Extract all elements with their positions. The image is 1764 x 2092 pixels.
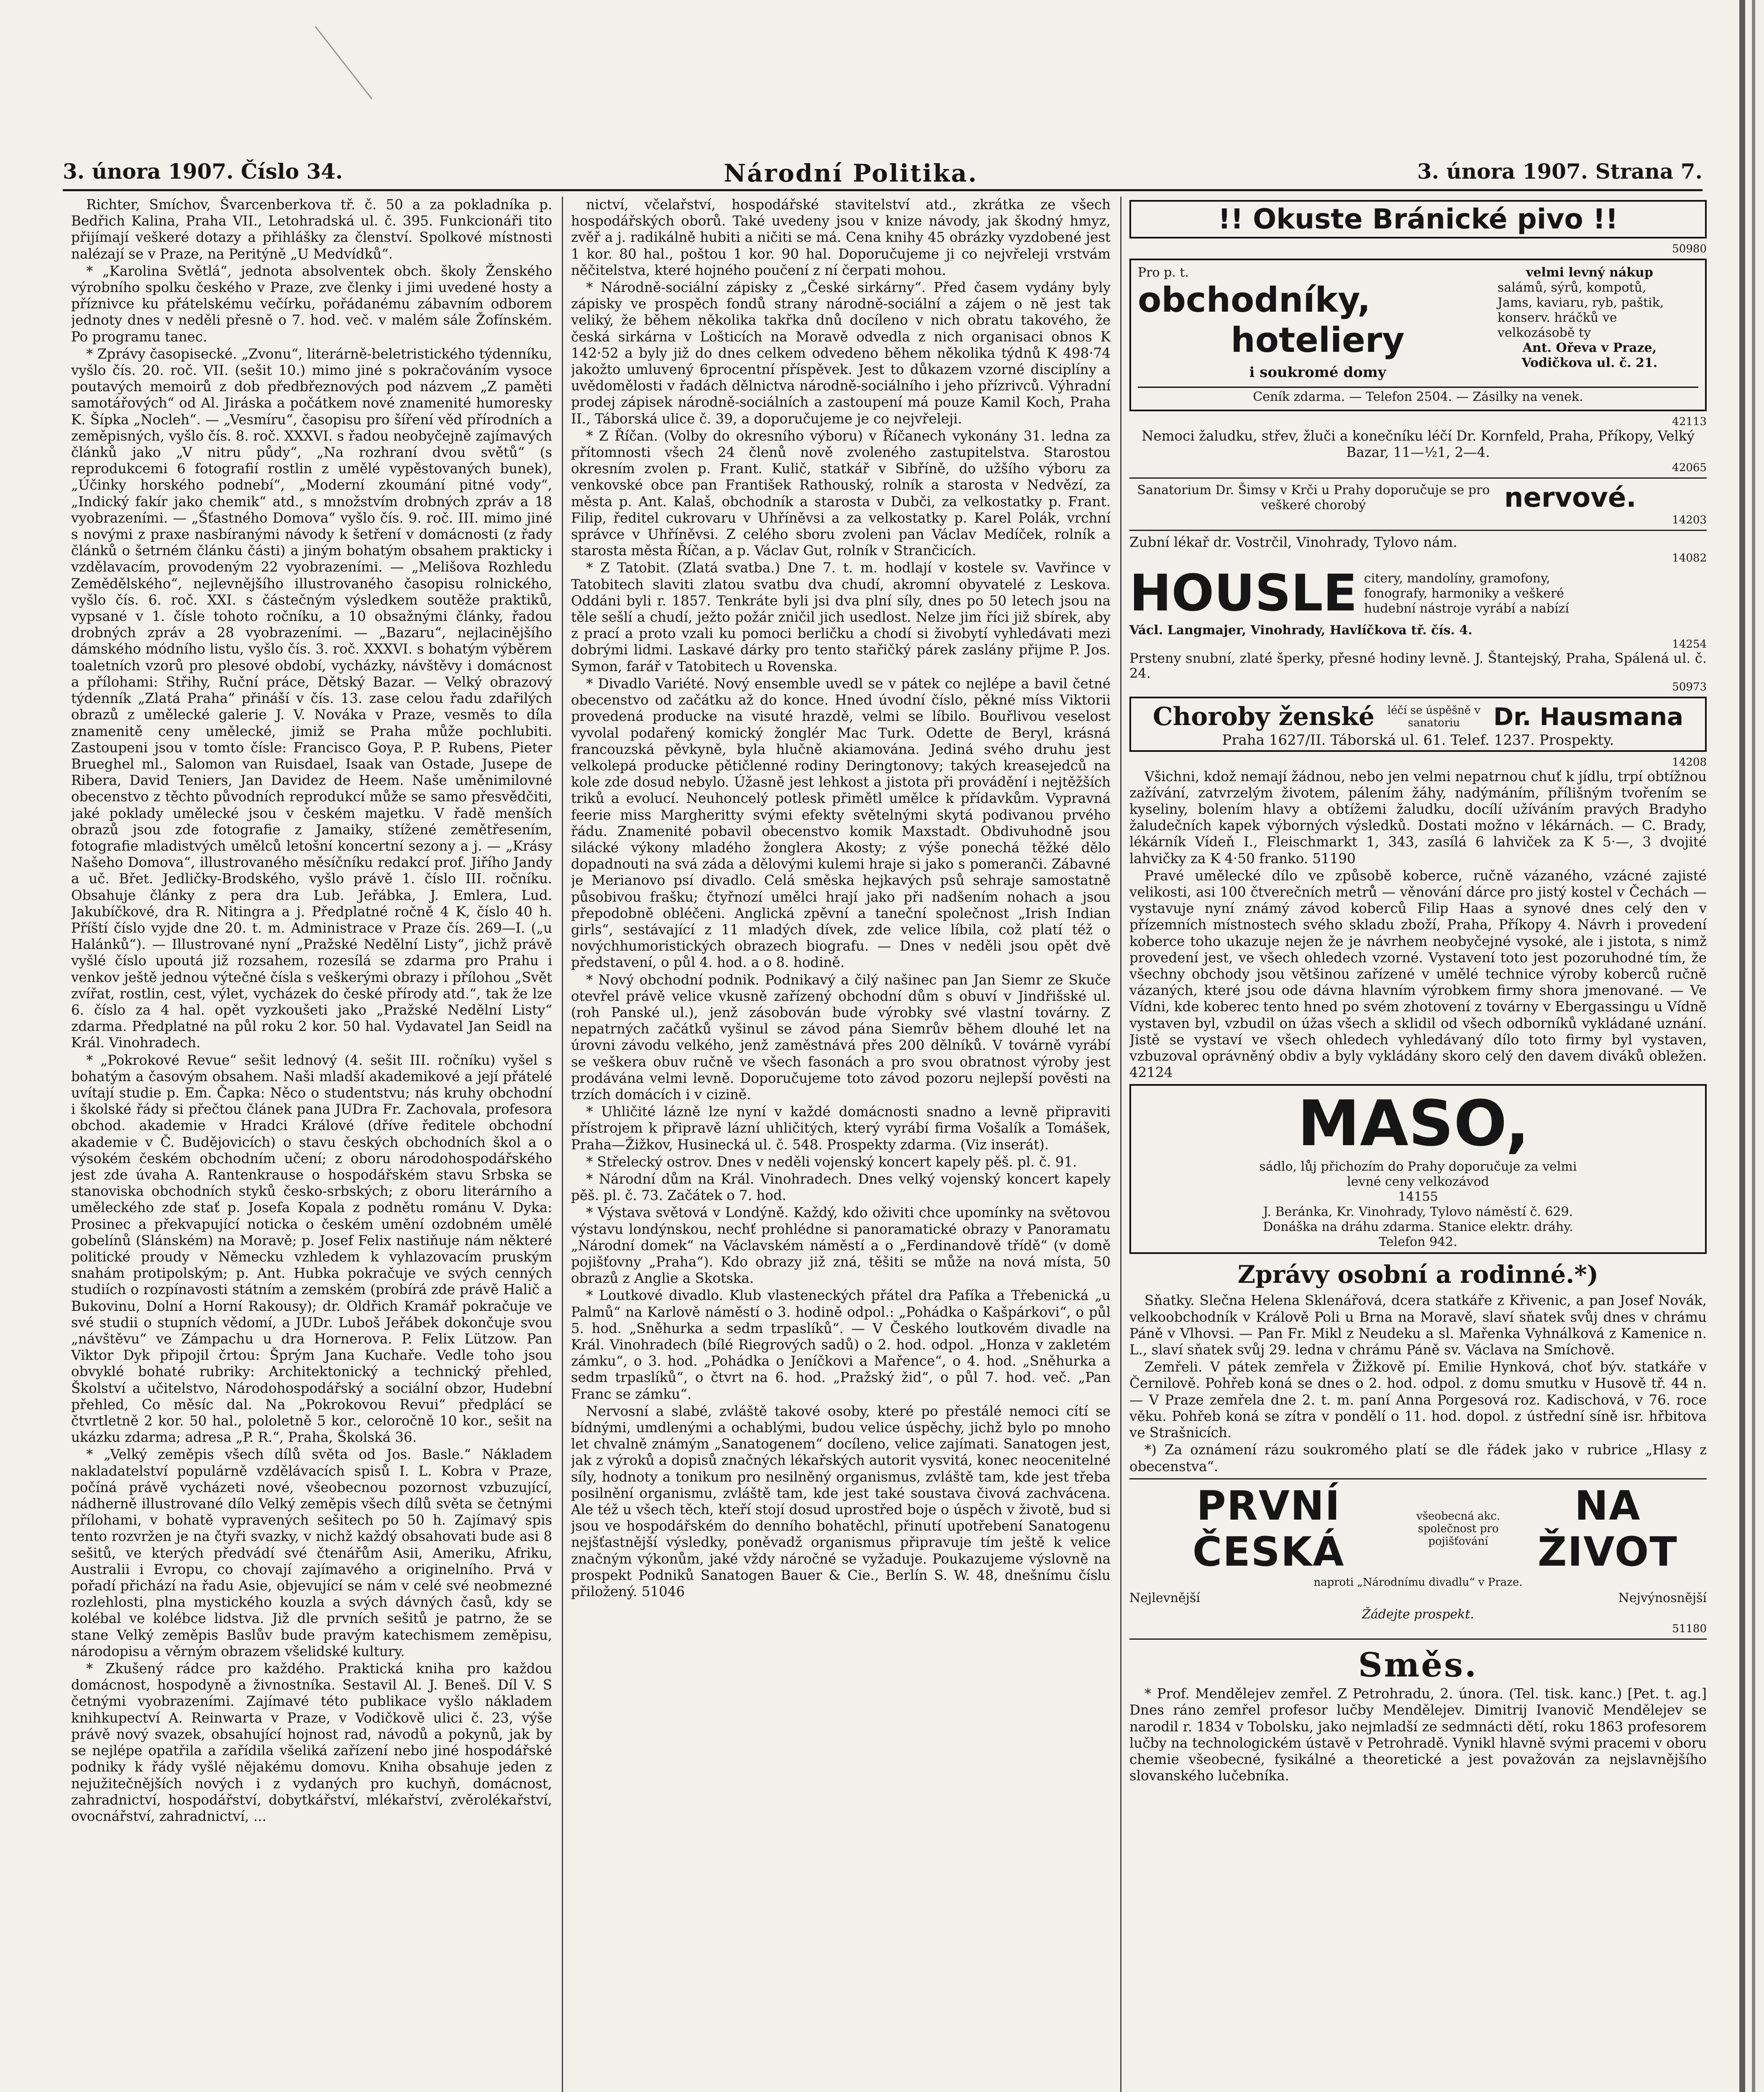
ad-divider <box>1129 477 1707 479</box>
ad-text: léčí se úspěšně v sanatoriu <box>1387 704 1481 729</box>
ad-headline: Dr. Hausmana <box>1493 702 1684 731</box>
article-paragraph: Zemřeli. V pátek zemřela v Žižkově pí. Emilie Hynková, choť býv. statkáře v Černilově. Pohřeb koná se dnes o 2. hod. odpol. z domu smutku v Husově tř. 44 n. — V Praze zemřela dne 2. t. m. paní Anna Porgesová roz. Kadischová, v 76. roce věku. Pohřeb koná se zítra v pondělí o 11. hod. dopol. z ústřední síně isr. hřbitova ve Strašnicích. <box>1129 1359 1707 1441</box>
article-paragraph: * „Velký zeměpis všech dílů světa od Jos. Basle.“ Nákladem nakladatelství populárně vzdělávacích spisů I. L. Kobra v Praze, počíná právě vycházeti nové, všeobecnou pozornost vzbuzující, nádherně illustrované dílo Velký zeměpis všech dílů světa se četnými přílohami, v bohatě vypravených sešitech po 50 h. Zajímavý spis tento rozvržen je na čtyři svazky, v nichž každý obsahovati bude asi 8 sešitů, ve kterých předvádí své čtenářům Asii, Ameriku, Afriku, Australii i Evropu, co chovají zajímavého a originelního. Prvá v pořadí přichází na řadu Asie, objevující se nám v celé své neobmezné rozlehlosti, plna mystického kouzla a svých dávných časů, kdy se kolébal ve kolébce lidstva. Již dle prvních sešitů je patrno, že se stane Velký zeměpis Baslův bude pravým katechismem zeměpisu, národopisu a věrným obrazem všelidské kultury. <box>71 1446 552 1659</box>
ad-housle <box>1129 564 1707 623</box>
ad-number: 50980 <box>1672 243 1707 255</box>
ad-text: salámů, sýrů, kompotů, Jams, kaviaru, ryb, paštik, konserv. hráčků ve velkozásobě ty <box>1498 280 1664 340</box>
column-divider <box>562 197 563 2092</box>
column-1 <box>71 197 552 2092</box>
ad-body <box>1136 701 1700 733</box>
ad-headline: MASO, <box>1297 1087 1530 1161</box>
ad-body <box>1129 1483 1707 1575</box>
article-paragraph: * Zkušený rádce pro každého. Praktická kniha pro každou domácnost, hospodyně a živnostníka. Sestavil Al. J. Beneš. Díl V. S četnými vyobrazeními. Zajímavé této publikace vyšlo nákladem knihkupectví A. Reinwarta v Praze, v Vodičkově ulici č. 23, výše právě nový svazek, obsahující hojnost rad, návodů a pokynů, jak by se nejlépe opatřila a zařídila všeliká zařízení nebo jiné hospodářské podniky k řády vyšlé nějakému domovu. Kniha obsahuje jeden z nejužitečnějších nových i z vydaných pro kuchyň, domácnost, zahradnictví, hospodářství, dobytkářství, mlékařství, zvěrolékařství, ovocnářství, zahradnictví, ... <box>71 1661 552 1824</box>
ad-row <box>1129 1590 1707 1606</box>
ad-divider <box>1129 530 1707 531</box>
article-paragraph: * Loutkové divadlo. Klub vlasteneckých přátel dra Pafíka a Třebenická „u Palmů“ na Karlově náměstí o 3. hodině odpol.: „Pohádka o Kašpárkovi“, o půl 5. hod. „Sněhurka a sedm trpaslíků“. — V Českého loutkovém divadle na Král. Vinohradech (bílé Riegrových sadů) o 2. hod. odpol. „Honza v zakletém zámku“, o 3. hod. „Pohádka o Jeníčkovi a Mařence“, o 4. hod. „Sněhurka a sedm trpaslíků“, o čtvrt na 6. hod. „Pražský žid“, o půl 7. hod. več. „Pan Franc se zámku“. <box>571 1287 1111 1402</box>
article-paragraph: * Z Tatobit. (Zlatá svatba.) Dne 7. t. m. hodlají v kostele sv. Vavřince v Tatobitech slaviti zlatou svatbu dva chudí, akromní obyvatelé z Leskova. Oddáni byli r. 1857. Tenkráte byli jsi dva plní síly, dnes po 50 letech jsou na těle sešlí a chudí, ježto požár zničil jich usedlost. Nelze jim říci již sbírek, aby z prací a proto vzali ku pomoci berličku a chodí si živobytí vyhledávati mezi dobrými lidmi. Laskavé dárky pro tento stařičký párek zaslány přijme P. Jos. Symon, farář v Tatobitech u Rovenska. <box>571 560 1111 674</box>
article-paragraph: * Uhličité lázně lze nyní v každé domácnosti snadno a levně připraviti přístrojem k připravě lázní uhličitých, který vyrábí firma Vošalík a Tomášek, Praha—Žižkov, Husinecká ul. č. 548. Prospekty zdarma. (Viz inserát). <box>571 1104 1111 1153</box>
article-paragraph: * Prof. Mendělejev zemřel. Z Petrohradu, 2. února. (Tel. tisk. kanc.) [Pet. t. ag.] Dnes ráno zemřel profesor lučby Mendělejev. Dimitrij Ivanovič Mendělejev se narodil r. 1834 v Tobolsku, jako nejmladší ze sedmnácti dětí, roku 1863 profesorem lučby na technologickém ústavě v Petrohradě. Vynikl hlavně svými pracemi v oboru chemie všeobecné, fysikálné a theoretické a jest považován za nejslavnějšího slovanského lučebníka. <box>1129 1686 1707 1784</box>
ad-text: velmi levný nákup <box>1526 265 1653 280</box>
article-paragraph: * Divadlo Variété. Nový ensemble uvedl se v pátek co nejlépe a bavil četné obecenstvo od začátku až do konce. Hned úvodní číslo, pěkné míss Viktorii provedená producke na visuté hrazdě, velmi se líbilo. Bouřlivou veselost vyvolal podařený komický žonglér Mac Turk. Odette de Beryl, krásná francouzská pěvkyně, byla hlučně akiamována. Jediná svého druhu jest velkolepá producke pětičlenné rodiny Deringtonovy; takých kreasejedců na kole zde dosud nebylo. Úžasně jest lehkost a jistota při provádění i nejtěžších triků a evolucí. Neuhoncelý potlesk přimětl umělce k přídavkům. Vypravná feerie miss Margheritty svými efekty světelnými skytá podivanou prvého řádu. Znamenité pobavil obecenstvo komik Maxstadt. Obdivuhodně jsou silácké výkony mladého žonglera Akosty; z výše ponechá těžké dělo dopadnouti na svá záda a dělovými kulemi hraje si jako s pomeranči. Zábavné je Merianovo psí divadlo. Celá směska hejkavých psů sehraje samostatně působivou frašku; čtyřnozí umělci hrají jako při nadšením nohach a jsou přepodobně obléčeni. Anglická zpěvní a taneční společnost „Irish Indian girls“, sestávající z 11 mladých dívek, zde velice líbila, což platí též o novýchhumoristických obrazech biografu. — Dnes v neděli jsou opět dvě představení, o půl 4. hod. a o 8. hodině. <box>571 675 1111 971</box>
ad-headline: obchodníky, <box>1138 280 1371 320</box>
article-paragraph: * Výstava světová v Londýně. Každý, kdo oživiti chce upomínky na světovou výstavu londýnskou, nechť prohlédne si panoramatické obrazy v Panoramatu „Národní domek“ na Václavském náměstí a o „Ferdinandově třídě“ (v domě pojišťovny „Praha“). Kdo obrazy již zná, těšiti se může na nová místa, 50 obrazů z Anglie a Skotska. <box>571 1205 1111 1287</box>
ad-number: 14082 <box>1672 551 1707 564</box>
ad-text: Praha 1627/II. Táborská ul. 61. Telef. 1237. Prospekty. <box>1222 731 1614 749</box>
ad-headline: nervové. <box>1504 482 1636 514</box>
ad-text: Sanatorium Dr. Šimsy v Krči u Prahy doporučuje se pro veškeré chorobý <box>1137 483 1490 513</box>
ad-body <box>1138 265 1698 384</box>
page-header <box>63 159 1703 188</box>
ad-text: naproti „Národnímu divadlu“ v Praze. <box>1313 1576 1523 1589</box>
ad-firm: Václ. Langmajer, Vinohrady, Havlíčkova tř. čís. 4. <box>1129 623 1472 638</box>
ad-headline: hoteliery <box>1231 320 1405 360</box>
ad-number: 42113 <box>1672 415 1707 428</box>
ad-hausmann <box>1129 697 1707 752</box>
ad-firm: J. Beránka, Kr. Vinohrady, Tylovo náměstí č. 629. Donáška na dráhu zdarma. Stanice elektr. dráhy. Telefon 942. <box>1263 1205 1573 1250</box>
section-title: Směs. <box>1358 1645 1478 1685</box>
ad-headline: HOUSLE <box>1129 564 1357 623</box>
ad-wholesale-food <box>1129 259 1707 411</box>
ad-firm: Ant. Ořeva v Praze, Vodičkova ul. č. 21. <box>1521 341 1658 370</box>
scan-edge-bar <box>1739 0 1745 2092</box>
ad-number: 14155 <box>1398 1190 1438 1205</box>
ad-left <box>1138 265 1498 384</box>
ad-number: 50973 <box>1672 680 1707 693</box>
article-paragraph: Nervosní a slabé, zvláště takové osoby, které po přestálé nemoci cítí se bídnými, umdlenými a ochablými, budou velice úspěchy, jichž bylo po mnoho let chvalně známým „Sanatogenem“ docíleno, velice zajímati. Sanatogen jest, jak z výroků a dopisů značných lékařských autorit vysvitá, konec neocenitelné síly, hodnoty a tonikum pro nesilněný organismus, zvláště tam, kde jest třeba posilnění organismu, zvláště tam, kde jest také soustava čivová zachvácena. Ale též u všech těch, kteří stojí dosud uprostřed boje o úspěch v životě, bud si jsou ve hospodářském do denního bohatěchl, přinutí upotřebení Sanatogenu nejšťastnější výsledky, poněvadž organismus připravuje tím ještě k velice značným výkonům, jaké vždy náročné se vyžaduje. Poukazujeme výslovně na prospekt Podniků Sanatogen Bauer & Cie., Berlín S. W. 48, dnešnímu číslu přiložený. 51046 <box>571 1403 1111 1600</box>
article-paragraph: * Zprávy časopisecké. „Zvonu“, literárně-beletristického týdenníku, vyšlo čís. 20. roč. VII. (sešit 10.) mimo jiné s pokračováním vysoce poutavých memoirů z dob předbřeznových pod názvem „Z paměti samotářových“ od Al. Jiráska a počátkem nové znamenité humoresky K. Šípka „Nocleh“. — „Vesmíru“, časopisu pro šíření věd přírodních a zeměpisných, vyšlo čís. 8. roč. XXXVI. s řadou neobyčejně zajímavých článků jako „V nitru půdy“, „Na rozhraní dvou světů“ (s reprodukcemi 6 fotografií rostlin z umělé vypěstovaných bunek), „Účinky horského podnebí“, „Moderní zkoumání pitné vody“, „Indický fakír jako chemik“ atd., s množstvím drobných zpráv a 18 vyobrazeními. — „Šťastného Domova“ vyšlo čís. 9. roč. III. mimo jiné s novými z praxe nasbíranými návody k šetření v domácnosti (z řady článků o šetrném článku části) a jiným bohatým obsahem prakticky i vzdělavacím, provodeným 22 vyobrazeními. — „Melišova Rozhledu Zemědělského“, nejlevnějšího illustrovaného časopisu rolnického, vyšlo čís. 6. roč. XXI. s částečným výsledkem soutěže praktiků, vypsané v 1. čísle tohoto ročníku, a 10 obsažnými články, řadou drobných zpráv a 28 vyobrazeními. — „Bazaru“, nejlacinějšího dámského módního listu, vyšlo čís. 3. roč. XXXVI. s bohatým výběrem toaletních vzorů pro plesové období, vycházky, návštěvy i domácnost a přílohami: Střihy, Ruční práce, Dětský Bazar. — Velký obrazový týdenník „Zlatá Praha“ přináší v čís. 13. zase celou řadu zdařilých obrazů z umělecké galerie J. V. Nováka v Praze, vesměs to díla znamenitě ceny umělecké, jimiž se Praha může pochlubiti. Zastoupeni jsou v tomto čísle: Francisco Goya, P. P. Rubens, Pieter Brueghel ml., Salomon van Ruisdael, Isaak van Ostade, Jusepe de Ribera, David Teniers, Jan Davidez de Heem. Naše uměnimilovné obecenstvo z těchto původních reprodukcí může se samo přesvědčiti, jaké poklady umělecké jsou v českém majetku. V řadě menších obrazů jsou zde fotografie z Jamaiky, stížené zemětřesením, fotografie mladistvých umělců letošní koncertní sezony a j. — „Krásy Našeho Domova“, illustrovaného měsíčníku redakcí prof. Jiřího Jandy a uč. Břet. Jedličky-Brodského, vyšlo právě 1. číslo III. ročníku. Obsahuje články z pera dra Lub. Jeřábka, J. Emlera, Lud. Jakubíčkové, dra R. Nitingra a j. Předplatné ročně 4 K, číslo 40 h. Příští číslo vyjde dne 20. t. m. Administrace v Praze čís. 269—I. („u Halánků“). — Illustrované nyní „Pražské Nedělní Listy“, jichž právě vyšlé číslo upoutá již rozsahem, rozesílá se zdarma pro Prahu i venkov ještě jednou výtečné čísla s veškerými obrazy i přílohou „Svět zvířat, rostlin, cest, výlet, vycházek do české přírody atd.“, tak že lze 6. číslo za 4 hal. opět vyzkoušeti jako „Pražské Nedělní Listy“ zdarma. Předplatné na půl roku 2 kor. 50 hal. Vydavatel Jan Seidl na Král. Vinohradech. <box>71 346 552 1051</box>
ad-number: 14203 <box>1672 514 1707 527</box>
footnote: *) Za oznámení rázu soukromého platí se dle řádek jako v rubrice „Hlasy z obecenstva“. <box>1129 1442 1707 1474</box>
ad-headline: NA ŽIVOT <box>1537 1482 1678 1575</box>
section-divider <box>1129 1638 1707 1640</box>
ad-sanatorium <box>1129 482 1707 514</box>
ad-text: všeobecná akc. společnost pro pojišťování <box>1416 1510 1500 1548</box>
ad-maso <box>1129 1084 1707 1254</box>
section-divider <box>1129 1478 1707 1479</box>
scan-edge-bar <box>1752 0 1755 2092</box>
article-paragraph: Pravé umělecké dílo ve způsobě koberce, ručně vázaného, vzácné zajisté velikosti, asi 100 čtverečních metrů — věnování dárce pro jistý kostel v Čechách — vystavuje nyní známý závod koberců Filip Haas a synové dnes celý den v přízemních místnostech svého skladu zboží, Praha, Příkopy 4. Návrh i provedení koberce toho ukazuje nejen že je návrhem neobyčejné vysoké, ale i jistota, s nimž provedení jest, ve všech ohledech vzorné. Vystavení toto jest pozoruhodné tím, že všechny obchody jsou většinou zařízené v umělé technice výroby koberců ručně vázaných, které jsou ode dávna hlavním výrobkem firmy shora jmenované. — Ve Vídni, kde koberec tento hned po svém zhotovení z továrny v Ebergassingu u Vídně vystaven byl, vzbudil on úžas všech a sklidil od všech odborníků vykládané uznání. Jistě se vystaví ve všech ohledech vyhledávaný dílo toto firmy byl vystaven, vzbuzoval oprávněný obdiv a byly vykládány skoro celý den davem diváků obležen. 42124 <box>1129 867 1707 1081</box>
ad-zubni: Zubní lékař dr. Vostrčil, Vinohrady, Tylovo nám. <box>1129 534 1457 551</box>
ad-right <box>1498 265 1682 384</box>
ad-headline: Choroby ženské <box>1152 702 1375 731</box>
article-paragraph: Richter, Smíchov, Švarcenberkova tř. č. 50 a za pokladníka p. Bedřich Kalina, Praha VII., Letohradská ul. č. 395. Funkcionáři tito přijímají veškeré dotazy a přihlášky za členství. Spolkové místnosti nalézají se v Praze, na Peritýně „U Medvídků“. <box>71 197 552 262</box>
article-paragraph: * „Pokrokové Revue“ sešit lednový (4. sešit III. ročníku) vyšel s bohatým a časovým obsahem. Naši mladší akademikové a její přátelé uvítají studie p. Em. Čapka: Něco o studentstvu; nás kruhy obchodní i školské řády si přečtou článek pana JUDra Fr. Zachovala, profesora obchod. akademie v Hradci Králové (dříve ředitele obchodní akademie v Č. Budějovicích) o stavu českých obchodních škol a o výsokém českém obchodním učení; z oboru národohospodářského jest zde úvaha A. Rantenkrause o hospodářském stavu Srbska se stanoviska obchodních styků česko-srbských; z oboru literárního a uměleckého zde stať p. Josefa Kopala z podnětu románu V. Dyka: Prosinec a překvapující noticka o českém umění ozdobném umělé gobelínů (Slánském) na Moravě; p. Josef Felix nastiňuje nám některé politické proudy v Německu vzhledem k vyhlazovacím pruským snahám protipolským; p. Ant. Hubka pokračuje ve svých cenných studiích o rozpínavosti státním a zemském (probírá zde právě Halič a Bukovinu, Dolní a Horní Rakousy); dr. Oldřich Kramář pokračuje ve své studii o stupních vědomí, a JUDr. Luboš Jeřábek dokončuje svou „návštěvu“ ve Zámpachu u dra Hornerova. P. Felix Lützow. Pan Viktor Dyk připojil črtou: Šprým Jana Kuchaře. Vedle toho jsou obvyklé bohaté rubriky: Architektonický a technický přehled, Školství a učitelstvo, Národohospodářský a sociální obzor, Hudební přehled, Co měsíc dal. Na „Pokrokovou Revui“ předplácí se čtvrtletně 2 kor. 50 hal., pololetně 5 kor., celoročně 10 kor., sešit na ukázku zdarma; adresa „P. R.“, Praha, Školská 36. <box>71 1052 552 1446</box>
ad-subheadline: i soukromé domy <box>1249 364 1386 381</box>
ad-prsteny: Prsteny snubní, zlaté šperky, přesné hodiny levně. J. Štantejský, Praha, Spálená ul. č. 24. <box>1129 650 1707 681</box>
ad-text: Žádejte prospekt. <box>1362 1607 1475 1622</box>
ad-insurance <box>1129 1483 1707 1635</box>
article-paragraph: * „Karolina Světlá“, jednota absolventek obch. školy Ženského výrobního spolku českého v Praze, zve členky i jimi uvedené hosty a příznivce ku přátelskému večírku, pořádanému zábavním odborem jednoty dnes v neděli přesně o 7. hod. več. v malém sále Žofínském. Po programu tanec. <box>71 263 552 345</box>
article-paragraph: * Nový obchodní podnik. Podnikavý a čilý našinec pan Jan Siemr ze Skuče otevřel právě velice vkusně zařízený obchodní dům s obuví v Jindřišské ul. (roh Panské ul.), jenž zásobován bude výrobky své vlastní továrny. Z nepatrných začátků vyšinul se závod pána Siemrův během dlouhé let na úrovni závodu velkého, jenž zaměstnává přes 200 dělníků. V továrně vyrábí se veškera obuv ručně ve všech fasonách a pro svou obratnost výroby jest prodávána velmi levně. Doporučujeme toto závod pozoru nejlepší pověsti na trzích domácích i v cizině. <box>571 972 1111 1102</box>
ad-text: sádlo, lůj přichozím do Prahy doporučuje za velmi levné ceny velkozávod <box>1259 1159 1577 1190</box>
ad-number: 14208 <box>1672 756 1707 769</box>
header-rule <box>63 189 1703 191</box>
ad-headline: !! Okuste Bránické pivo !! <box>1218 203 1618 235</box>
article-paragraph: nictví, včelařství, hospodářské stavitelství atd., zkrátka ze všech hospodářských oborů. Také uvedeny jsou v knize návody, jak škodný hmyz, zvěř a j. radikálně hubiti a ničiti se má. Cena knihy 45 obrázky vyzdobené jest 1 kor. 80 hal., poštou 1 kor. 90 hal. Doporučujeme ji co nejvřeleji vrstvám něčitelstva, které hojného poučení z ní čerpati mohou. <box>571 197 1111 278</box>
ad-text: citery, mandolíny, gramofony, fonografy, harmoniky a veškeré hudební nástroje vyrábí a nabízí <box>1364 571 1569 616</box>
article-paragraph: * Střelecký ostrov. Dnes v neděli vojenský koncert kapely pěš. pl. č. 91. <box>586 1154 1077 1170</box>
ad-text: Nejlevnější <box>1129 1590 1200 1605</box>
article-paragraph: Všichni, kdož nemají žádnou, nebo jen velmi nepatrnou chuť k jídlu, trpí obtížnou zažívání, zatvrzelým životem, pálením žáhy, nadýmáním, přílišným tvořením se kyseliny, bolením hlavy a obtížemi žaludku, docílí užíváním pravých Bradyho žaludečních kapek výborných výsledků. Dostati možno v lékárnách. — C. Brady, lékárník Vídeň I., Fleischmarkt 1, 343, zasílá 6 lahviček za K 5·—, 3 dvojité lahvičky za K 4·50 franko. 51190 <box>1129 768 1707 867</box>
ad-text: Pro p. t. <box>1138 265 1189 280</box>
ad-number: 51180 <box>1672 1623 1707 1636</box>
ad-nemoci: Nemoci žaludku, střev, žluči a konečníku léčí Dr. Kornfeld, Praha, Příkopy, Velký Bazar, 11—½1, 2—4. <box>1142 428 1695 461</box>
column-2 <box>571 197 1111 2092</box>
article-paragraph: Sňatky. Slečna Helena Sklenářová, dcera statkáře z Křivenic, a pan Josef Novák, velkoobchodník v Králově Poli u Brna na Moravě, slaví sňatek svůj dnes v chrámu Páně v Vlhovsi. — Pan Fr. Mikl z Neudeku a sl. Mařenka Vyhnálková z Kamenice n. L., slaví sňatek svůj 29. ledna v chrámu Páně sv. Václava na Smíchově. <box>1129 1292 1707 1358</box>
header-date-issue: 3. února 1907. Číslo 34. <box>63 159 343 184</box>
ad-text <box>1255 1159 1581 1250</box>
ad-headline: PRVNÍ ČESKÁ <box>1192 1482 1345 1575</box>
article-paragraph: * Národní dům na Král. Vinohradech. Dnes velký vojenský koncert kapely pěš. pl. č. 73. Začátek o 7. hod. <box>571 1171 1111 1204</box>
ad-number: 42065 <box>1672 461 1707 474</box>
article-paragraph: * Národně-sociální zápisky z „České sirkárny“. Před časem vydány byly zápisky ve prospěch fondů strany národně-sociální a zájem o ně jest tak veliký, že během několika takřka dnů docíleno v nich obratu takového, že česká sirkárna v Lošticích na Moravě odvedla z nich organisaci obnos K 142·52 a byly již do dnes celkem odvedeno během několika týdnů K 498·74 jakožto umluvený 6procentní příspěvek. Jest to důkazem vzorné disciplíny a uvědomělosti v řadách dělnictva národně-sociálního i jeho přízrivců. Výhradní prodej zápisek národně-sociálních a zastoupení má pouze Kamil Koch, Praha II., Táborská ulice č. 39, a doporučujeme je co nejvřeleji. <box>571 279 1111 427</box>
ad-text: Nejvýnosnější <box>1618 1590 1707 1605</box>
section-title: Zprávy osobní a rodinné.*) <box>1237 1260 1599 1289</box>
ad-number: 14254 <box>1672 638 1707 651</box>
ad-branik-beer <box>1129 200 1707 238</box>
newspaper-title: Národní Politika. <box>724 159 978 187</box>
scan-scratch <box>315 26 373 99</box>
column-divider <box>1120 197 1121 2092</box>
column-3 <box>1129 197 1707 2092</box>
ad-footer: Ceník zdarma. — Telefon 2504. — Zásilky na venek. <box>1138 387 1698 405</box>
header-date-page: 3. února 1907. Strana 7. <box>1417 159 1703 184</box>
article-paragraph: * Z Říčan. (Volby do okresního výboru) v Říčanech vykonány 31. ledna za přítomnosti všech 24 členů nově zvoleného zastupitelstva. Starostou okresním zvolen p. Frant. Kulič, statkář v Sibříně, do užšího výboru za venkovské obce pan František Rathouský, rolník a starosta v Nedvězí, za města p. Ant. Kalaš, obchodník a starosta v Dubči, za velkostatky p. Frant. Filip, ředitel cukrovaru v Uhříněvsi a za velkostatky p. Karel Polák, vrchní správce v Uhříněvsi. Z celého sboru zvoleni pan Václav Medíček, rolník a starosta města Říčan, a p. Václav Gut, rolník v Strančicích. <box>571 428 1111 559</box>
